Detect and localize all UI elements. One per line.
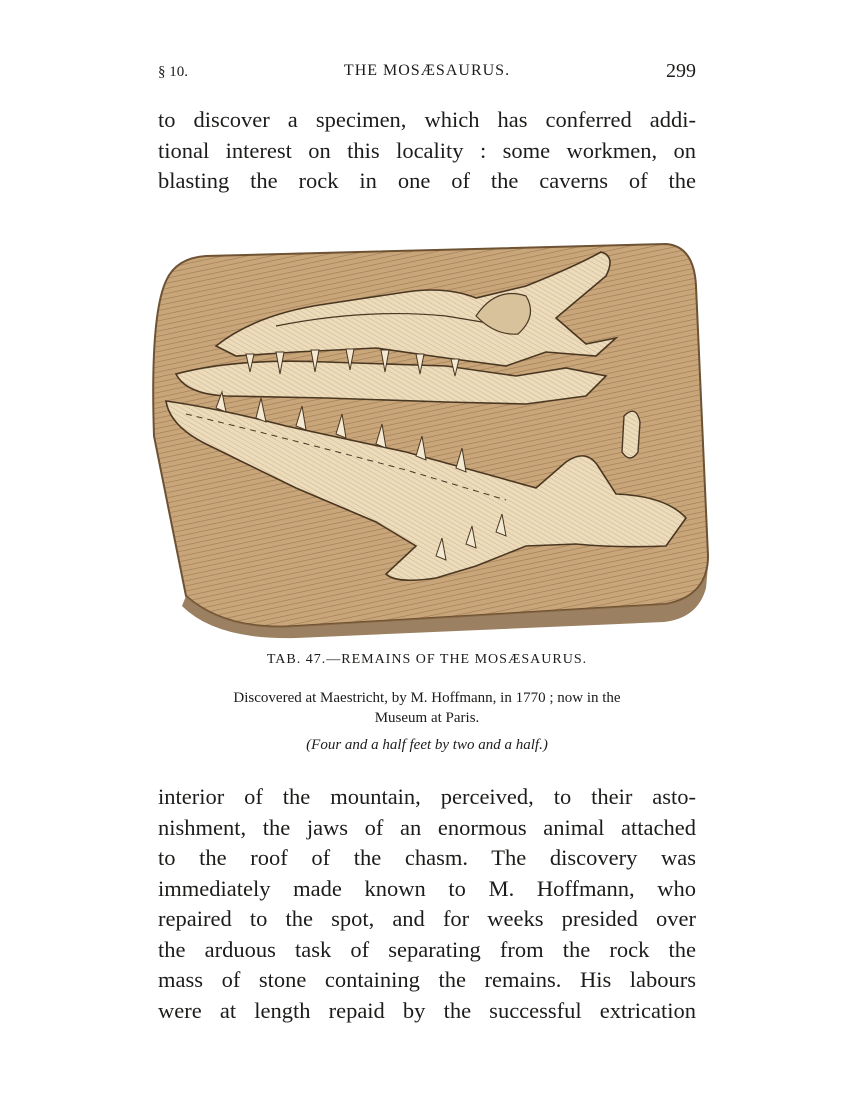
figure-dimensions: (Four and a half feet by two and a half.) [306,737,548,753]
paragraph-bottom [158,782,696,1026]
text-line: to the roof of the chasm. The discovery was [158,845,696,870]
figure-caption-title: TAB. 47.—REMAINS OF THE MOSÆSAURUS. [266,652,588,667]
text-line: repaired to the spot, and for weeks presided over [158,906,696,931]
text-line: mass of stone containing the remains. His labours [158,967,696,992]
text-line: blasting the rock in one of the caverns of the [158,168,696,193]
text-line: to discover a specimen, which has conferred addi- [158,107,696,132]
running-title: THE MOSÆSAURUS. [343,62,511,79]
text-line: interior of the mountain, perceived, to their asto- [158,784,696,809]
text-line: immediately made known to M. Hoffmann, who [158,875,696,901]
fossil-engraving [146,226,712,641]
text-line: tional interest on this locality : some workmen, on [158,137,696,163]
running-header [158,60,696,88]
section-number: § 10. [158,64,188,80]
text-line: the arduous task of separating from the rock the [158,936,696,962]
caption-description-line: Discovered at Maestricht, by M. Hoffmann, in 1770 ; now in the [233,690,621,706]
caption-description-line: Museum at Paris. [374,710,480,726]
text-line: were at length repaid by the successful extrication [158,997,696,1023]
figure-caption-description [158,688,696,728]
text-line: nishment, the jaws of an enormous animal attached [158,814,696,840]
mosasaurus-fossil-figure [146,226,712,641]
page-number: 299 [666,60,696,82]
paragraph-top [158,105,696,197]
loose-bone-fragment [622,411,640,458]
